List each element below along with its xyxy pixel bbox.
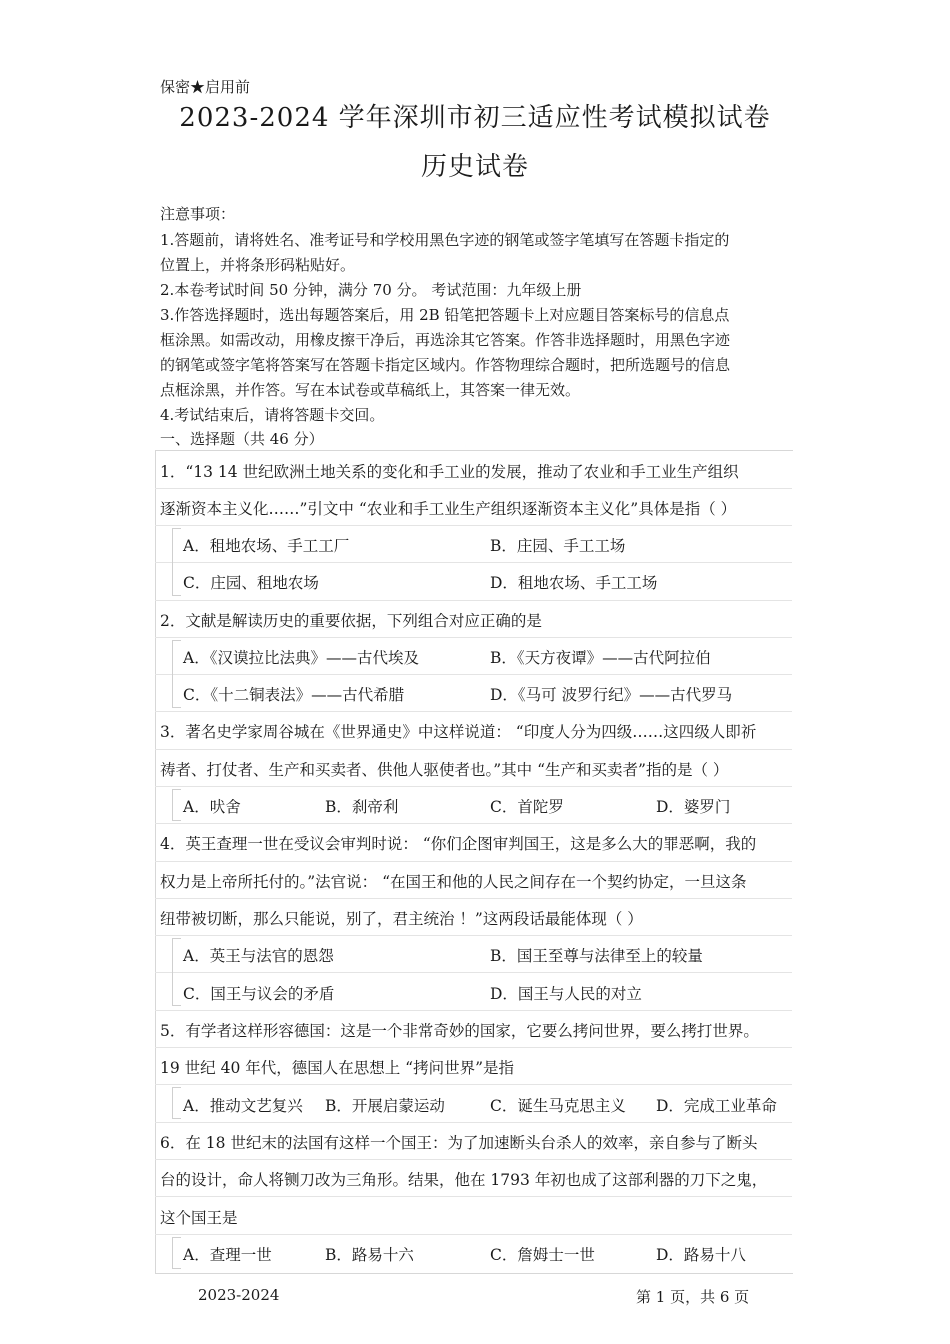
question-3-text: 祷者、打仗者、生产和买卖者、供他人驱使者也。”其中 “生产和买卖者”指的是（ ） xyxy=(160,761,729,779)
option-c[interactable]: C．《十二铜表法》——古代希腊 xyxy=(183,686,405,704)
row-divider xyxy=(155,972,792,973)
note-line: 的钢笔或签字笔将答案写在答题卡指定区域内。作答物理综合题时，把所选题号的信息 xyxy=(160,356,731,374)
confidential-label: 保密★启用前 xyxy=(160,78,251,96)
page-number: 第 1 页，共 6 页 xyxy=(636,1288,750,1306)
option-c[interactable]: C．国王与议会的矛盾 xyxy=(183,985,335,1003)
question-3-text: 3．著名史学家周谷城在《世界通史》中这样说道： “印度人分为四级……这四级人即祈 xyxy=(160,723,757,741)
question-6-text: 这个国王是 xyxy=(160,1209,238,1227)
question-6-text: 台的设计，命人将铡刀改为三角形。结果，他在 1793 年初也成了这部利器的刀下之鬼， xyxy=(160,1171,768,1189)
row-divider xyxy=(155,861,792,862)
question-1-text: 逐渐资本主义化……”引文中 “农业和手工业生产组织逐渐资本主义化”具体是指（ ） xyxy=(160,500,737,518)
question-1-text: 1．“13 14 世纪欧洲土地关系的变化和手工业的发展，推动了农业和手工业生产组织 xyxy=(160,463,739,481)
option-bracket xyxy=(172,789,181,821)
option-d[interactable]: D．婆罗门 xyxy=(656,798,731,816)
option-b[interactable]: B．刹帝利 xyxy=(325,798,399,816)
option-d[interactable]: D．国王与人民的对立 xyxy=(490,985,642,1003)
row-divider xyxy=(155,1196,792,1197)
question-4-text: 权力是上帝所托付的。”法官说： “在国王和他的人民之间存在一个契约协定，一旦这条 xyxy=(160,873,747,891)
option-bracket xyxy=(172,1237,181,1269)
row-divider xyxy=(155,1084,792,1085)
option-b[interactable]: B．路易十六 xyxy=(325,1246,414,1264)
option-b[interactable]: B．国王至尊与法律至上的较量 xyxy=(490,947,703,965)
row-divider xyxy=(155,1159,792,1160)
question-4-text: 纽带被切断，那么只能说，别了，君主统治 ！”这两段话最能体现（ ） xyxy=(160,910,643,928)
option-c[interactable]: C．詹姆士一世 xyxy=(490,1246,595,1264)
option-d[interactable]: D．路易十八 xyxy=(656,1246,746,1264)
option-a[interactable]: A．《汉谟拉比法典》——古代埃及 xyxy=(183,649,419,667)
row-divider xyxy=(155,525,792,526)
exam-title: 2023-2024 学年深圳市初三适应性考试模拟试卷 xyxy=(179,103,771,133)
row-divider xyxy=(155,600,792,601)
option-a[interactable]: A．英王与法官的恩怨 xyxy=(183,947,334,965)
option-d[interactable]: D．《马可 波罗行纪》——古代罗马 xyxy=(490,686,733,704)
question-5-text: 5．有学者这样形容德国：这是一个非常奇妙的国家，它要么拷问世界，要么拷打世界。 xyxy=(160,1022,759,1040)
question-2-text: 2．文献是解读历史的重要依据，下列组合对应正确的是 xyxy=(160,612,542,630)
note-line: 4.考试结束后，请将答题卡交回。 xyxy=(160,406,385,424)
option-bracket xyxy=(172,528,181,596)
note-line: 3.作答选择题时，选出每题答案后，用 2B 铅笔把答题卡上对应题目答案标号的信息点 xyxy=(160,306,730,324)
option-bracket xyxy=(172,938,181,1006)
option-c[interactable]: C．诞生马克思主义 xyxy=(490,1097,626,1115)
option-c[interactable]: C．庄园、租地农场 xyxy=(183,574,319,592)
option-a[interactable]: A．查理一世 xyxy=(183,1246,272,1264)
row-divider xyxy=(155,898,792,899)
option-d[interactable]: D．租地农场、手工工场 xyxy=(490,574,658,592)
note-line: 1.答题前，请将姓名、准考证号和学校用黑色字迹的钢笔或签字笔填写在答题卡指定的 xyxy=(160,231,730,249)
note-line: 点框涂黑，并作答。写在本试卷或草稿纸上，其答案一律无效。 xyxy=(160,381,581,399)
row-divider xyxy=(155,823,792,824)
section-heading: 一、选择题（共 46 分） xyxy=(160,430,324,448)
question-6-text: 6．在 18 世纪末的法国有这样一个国王：为了加速断头台杀人的效率，亲自参与了断头 xyxy=(160,1134,758,1152)
option-b[interactable]: B．庄园、手工工场 xyxy=(490,537,626,555)
option-bracket xyxy=(172,640,181,708)
option-c[interactable]: C．首陀罗 xyxy=(490,798,564,816)
note-line: 框涂黑。如需改动，用橡皮擦干净后，再选涂其它答案。作答非选择题时，用黑色字迹 xyxy=(160,331,731,349)
option-b[interactable]: B．开展启蒙运动 xyxy=(325,1097,445,1115)
question-4-text: 4．英王查理一世在受议会审判时说： “你们企图审判国王，这是多么大的罪恶啊，我的 xyxy=(160,835,757,853)
option-b[interactable]: B．《天方夜谭》——古代阿拉伯 xyxy=(490,649,711,667)
row-divider xyxy=(155,1010,792,1011)
question-5-text: 19 世纪 40 年代，德国人在思想上 “拷问世界”是指 xyxy=(160,1059,515,1077)
footer-year: 2023-2024 xyxy=(198,1286,280,1304)
row-divider xyxy=(155,488,792,489)
row-divider xyxy=(155,935,792,936)
option-a[interactable]: A．推动文艺复兴 xyxy=(183,1097,303,1115)
row-divider xyxy=(155,749,792,750)
row-divider xyxy=(155,786,792,787)
note-line: 位置上，并将条形码粘贴好。 xyxy=(160,256,356,274)
option-a[interactable]: A．吠舍 xyxy=(183,798,241,816)
row-divider xyxy=(155,1122,792,1123)
row-divider xyxy=(155,674,792,675)
row-divider xyxy=(155,562,792,563)
row-divider xyxy=(155,1047,792,1048)
exam-subtitle: 历史试卷 xyxy=(420,152,529,182)
row-divider xyxy=(155,1234,792,1235)
row-divider xyxy=(155,637,792,638)
option-a[interactable]: A．租地农场、手工工厂 xyxy=(183,537,350,555)
notes-heading: 注意事项： xyxy=(160,205,236,223)
option-d[interactable]: D．完成工业革命 xyxy=(656,1097,777,1115)
row-divider xyxy=(155,711,792,712)
option-bracket xyxy=(172,1087,181,1119)
note-line: 2.本卷考试时间 50 分钟，满分 70 分。 考试范围：九年级上册 xyxy=(160,281,582,299)
